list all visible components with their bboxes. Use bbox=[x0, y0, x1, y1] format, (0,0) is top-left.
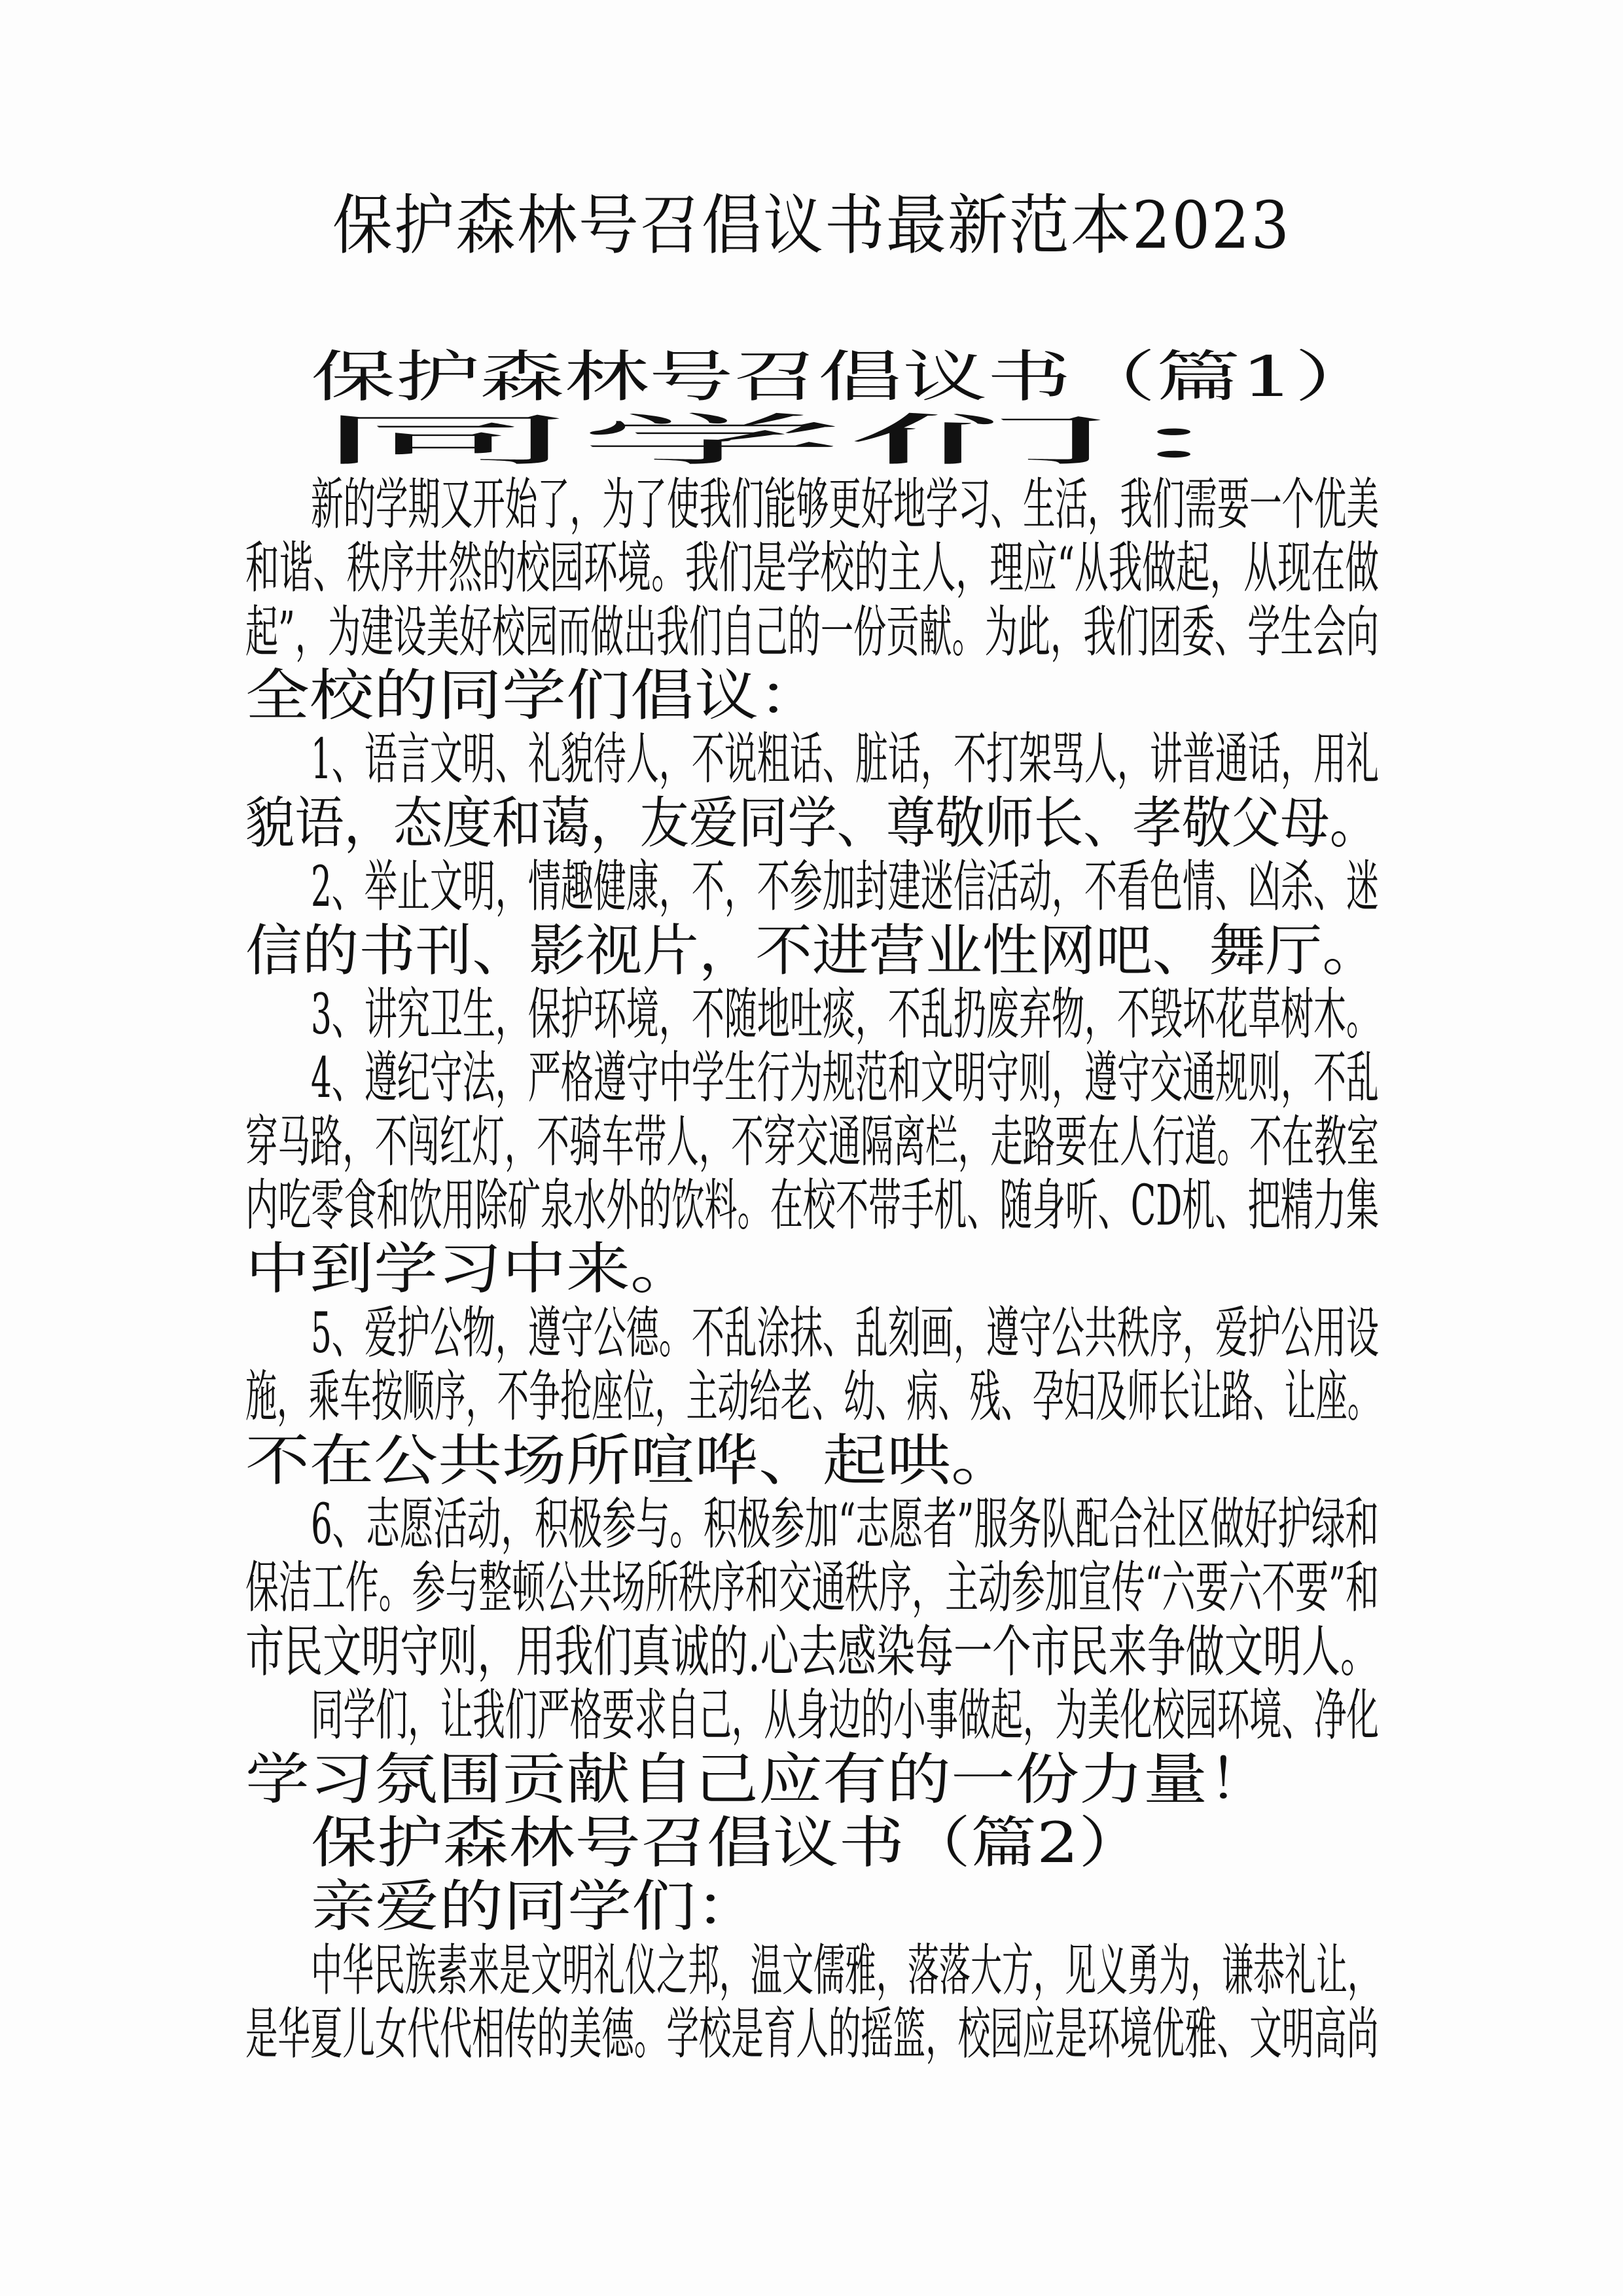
document-title: 保护森林号召倡议书最新范本2023 bbox=[332, 187, 1291, 264]
salutation-2: 亲爱的同学们： bbox=[311, 1873, 760, 1939]
closing-paragraph-line: 学习氛围贡献自己应有的一份力量！ bbox=[245, 1746, 1272, 1812]
list-item-2-line: 信的书刊、影视片，不进营业性网吧、舞厅。 bbox=[245, 917, 1379, 983]
closing-paragraph-line: 同学们，让我们严格要求自己，从身边的小事做起，为美化校园环境、净化 bbox=[311, 1682, 1380, 1748]
list-item-4-line: 内吃零食和饮用除矿泉水外的饮料。在校不带手机、随身听、CD机、把精力集 bbox=[245, 1172, 1380, 1238]
list-item-5-line: 施，乘车按顺序，不争抢座位，主动给老、幼、病、残、孕妇及师长让路、让座。 bbox=[245, 1363, 1380, 1429]
list-item-4-line: 中到学习中来。 bbox=[245, 1236, 694, 1302]
list-item-1-line: 貌语，态度和蔼，友爱同学、尊敬师长、孝敬父母。 bbox=[245, 790, 1380, 856]
intro-paragraph-line: 全校的同学们倡议： bbox=[245, 662, 823, 728]
salutation-1: 同学们： bbox=[311, 407, 1380, 473]
list-item-6-line: 6、志愿活动，积极参与。积极参加“志愿者”服务队配合社区做好护绿和 bbox=[311, 1491, 1379, 1557]
document-body bbox=[245, 346, 1379, 2067]
list-item-6-line: 保洁工作。参与整顿公共场所秩序和交通秩序，主动参加宣传“六要六不要”和 bbox=[245, 1554, 1380, 1621]
list-item-4-line: 4、遵纪守法，严格遵守中学生行为规范和文明守则，遵守交通规则，不乱 bbox=[311, 1045, 1380, 1111]
list-item-6-line: 市民文明守则，用我们真诚的.心去感染每一个市民来争做文明人。 bbox=[245, 1619, 1380, 1685]
list-item-5-line: 不在公共场所喧哗、起哄。 bbox=[245, 1427, 1015, 1493]
intro-paragraph-line: 起”，为建设美好校园而做出我们自己的一份贡献。为此，我们团委、学生会向 bbox=[245, 599, 1379, 664]
list-item-5-line: 5、爱护公物，遵守公德。不乱涂抹、乱刻画，遵守公共秩序，爱护公用设 bbox=[311, 1300, 1380, 1366]
list-item-1-line: 1、语言文明、礼貌待人，不说粗话、脏话，不打架骂人，讲普通话，用礼 bbox=[311, 726, 1380, 792]
section-2-paragraph-line: 中华民族素来是文明礼仪之邦，温文儒雅，落落大方，见义勇为，谦恭礼让， bbox=[311, 1937, 1380, 2003]
section-2-paragraph-line: 是华夏儿女代代相传的美德。学校是育人的摇篮，校园应是环境优雅、文明高尚 bbox=[245, 2001, 1380, 2067]
list-item-2-line: 2、举止文明，情趣健康，不，不参加封建迷信活动，不看色情、凶杀、迷 bbox=[311, 853, 1380, 920]
list-item-4-line: 穿马路，不闯红灯，不骑车带人，不穿交通隔离栏，走路要在人行道。不在教室 bbox=[245, 1109, 1380, 1175]
intro-paragraph-line: 和谐、秩序井然的校园环境。我们是学校的主人，理应“从我做起，从现在做 bbox=[245, 535, 1380, 601]
list-item-3-line: 3、讲究卫生，保护环境，不随地吐痰，不乱扔废弃物，不毁坏花草树木。 bbox=[311, 981, 1380, 1047]
intro-paragraph-line: 新的学期又开始了，为了使我们能够更好地学习、生活，我们需要一个优美 bbox=[311, 471, 1380, 537]
section-heading-1: 保护森林号召倡议书（篇1） bbox=[311, 344, 1380, 410]
section-heading-2: 保护森林号召倡议书（篇2） bbox=[311, 1810, 1145, 1876]
